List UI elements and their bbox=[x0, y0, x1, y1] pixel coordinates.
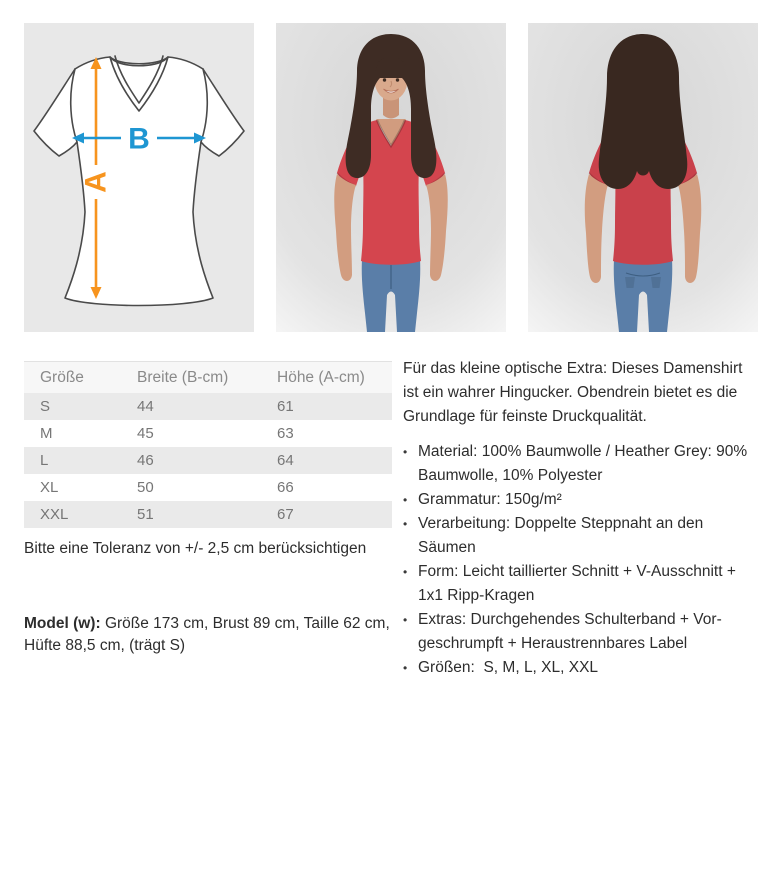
model-front-photo[interactable] bbox=[276, 23, 506, 332]
size-table-cell: 64 bbox=[277, 452, 294, 469]
feature-item: • Extras: Durchgehendes Schulterband + Vorgeschrumpft + Heraustrennbares Label bbox=[403, 608, 761, 656]
size-table-header-size: Größe bbox=[24, 362, 121, 394]
feature-item: • Grammatur: 150g/m² bbox=[403, 488, 761, 512]
model-front-illustration bbox=[276, 23, 506, 332]
tolerance-note: Bitte eine Toleranz von +/- 2,5 cm berücksichtigen bbox=[24, 540, 367, 557]
size-table-cell: 50 bbox=[137, 479, 154, 496]
size-table-cell: 46 bbox=[137, 452, 154, 469]
model-info-label: Model (w): bbox=[24, 615, 101, 632]
size-table-cell: XXL bbox=[40, 506, 69, 523]
model-back-illustration bbox=[528, 23, 758, 332]
model-info bbox=[24, 613, 392, 657]
size-table-header-width: Breite (B-cm) bbox=[121, 362, 261, 394]
size-table-cell: 66 bbox=[277, 479, 294, 496]
height-label: A bbox=[79, 171, 113, 193]
size-table-body bbox=[24, 393, 392, 528]
size-table-row bbox=[24, 447, 392, 474]
size-table-cell: S bbox=[40, 398, 51, 415]
size-table-row bbox=[24, 420, 392, 447]
size-table-header-row bbox=[24, 362, 392, 394]
feature-item: • Form: Leicht taillierter Schnitt + V-Ausschnitt + 1x1 Ripp-Kragen bbox=[403, 560, 761, 608]
size-table-cell: 44 bbox=[137, 398, 154, 415]
size-diagram-image[interactable] bbox=[24, 23, 254, 332]
feature-item: • Verarbeitung: Doppelte Steppnaht an den Säumen bbox=[403, 512, 761, 560]
product-description-intro: Für das kleine optische Extra: Dieses Damenshirt ist ein wahrer Hingucker. Obendrein bietet es die Grundlage für feinste Druckqualität. bbox=[403, 360, 743, 425]
size-table-row bbox=[24, 393, 392, 420]
size-table-row bbox=[24, 501, 392, 528]
feature-list bbox=[403, 440, 761, 680]
model-back-photo[interactable] bbox=[528, 23, 758, 332]
feature-item: • Material: 100% Baumwolle / Heather Grey: 90% Baumwolle, 10% Polyester bbox=[403, 440, 761, 488]
size-table-cell: XL bbox=[40, 479, 59, 496]
size-table-cell: 63 bbox=[277, 425, 294, 442]
product-images-row bbox=[24, 23, 758, 332]
size-info-column bbox=[24, 361, 392, 657]
size-table-cell: L bbox=[40, 452, 49, 469]
size-table-row bbox=[24, 474, 392, 501]
size-table-cell: 51 bbox=[137, 506, 154, 523]
size-table bbox=[24, 361, 392, 528]
size-table-cell: 61 bbox=[277, 398, 294, 415]
model-info-text: Größe 173 cm, Brust 89 cm, Taille 62 cm, Hüfte 88,5 cm, (trägt S) bbox=[24, 615, 390, 654]
size-table-header-height: Höhe (A-cm) bbox=[261, 362, 392, 394]
size-table-cell: M bbox=[40, 425, 53, 442]
feature-item: • Größen: S, M, L, XL, XXL bbox=[403, 656, 761, 680]
size-table-cell: 45 bbox=[137, 425, 154, 442]
size-table-cell: 67 bbox=[277, 506, 294, 523]
size-diagram-svg bbox=[24, 23, 254, 332]
width-label: B bbox=[128, 122, 150, 156]
description-column bbox=[403, 357, 761, 680]
